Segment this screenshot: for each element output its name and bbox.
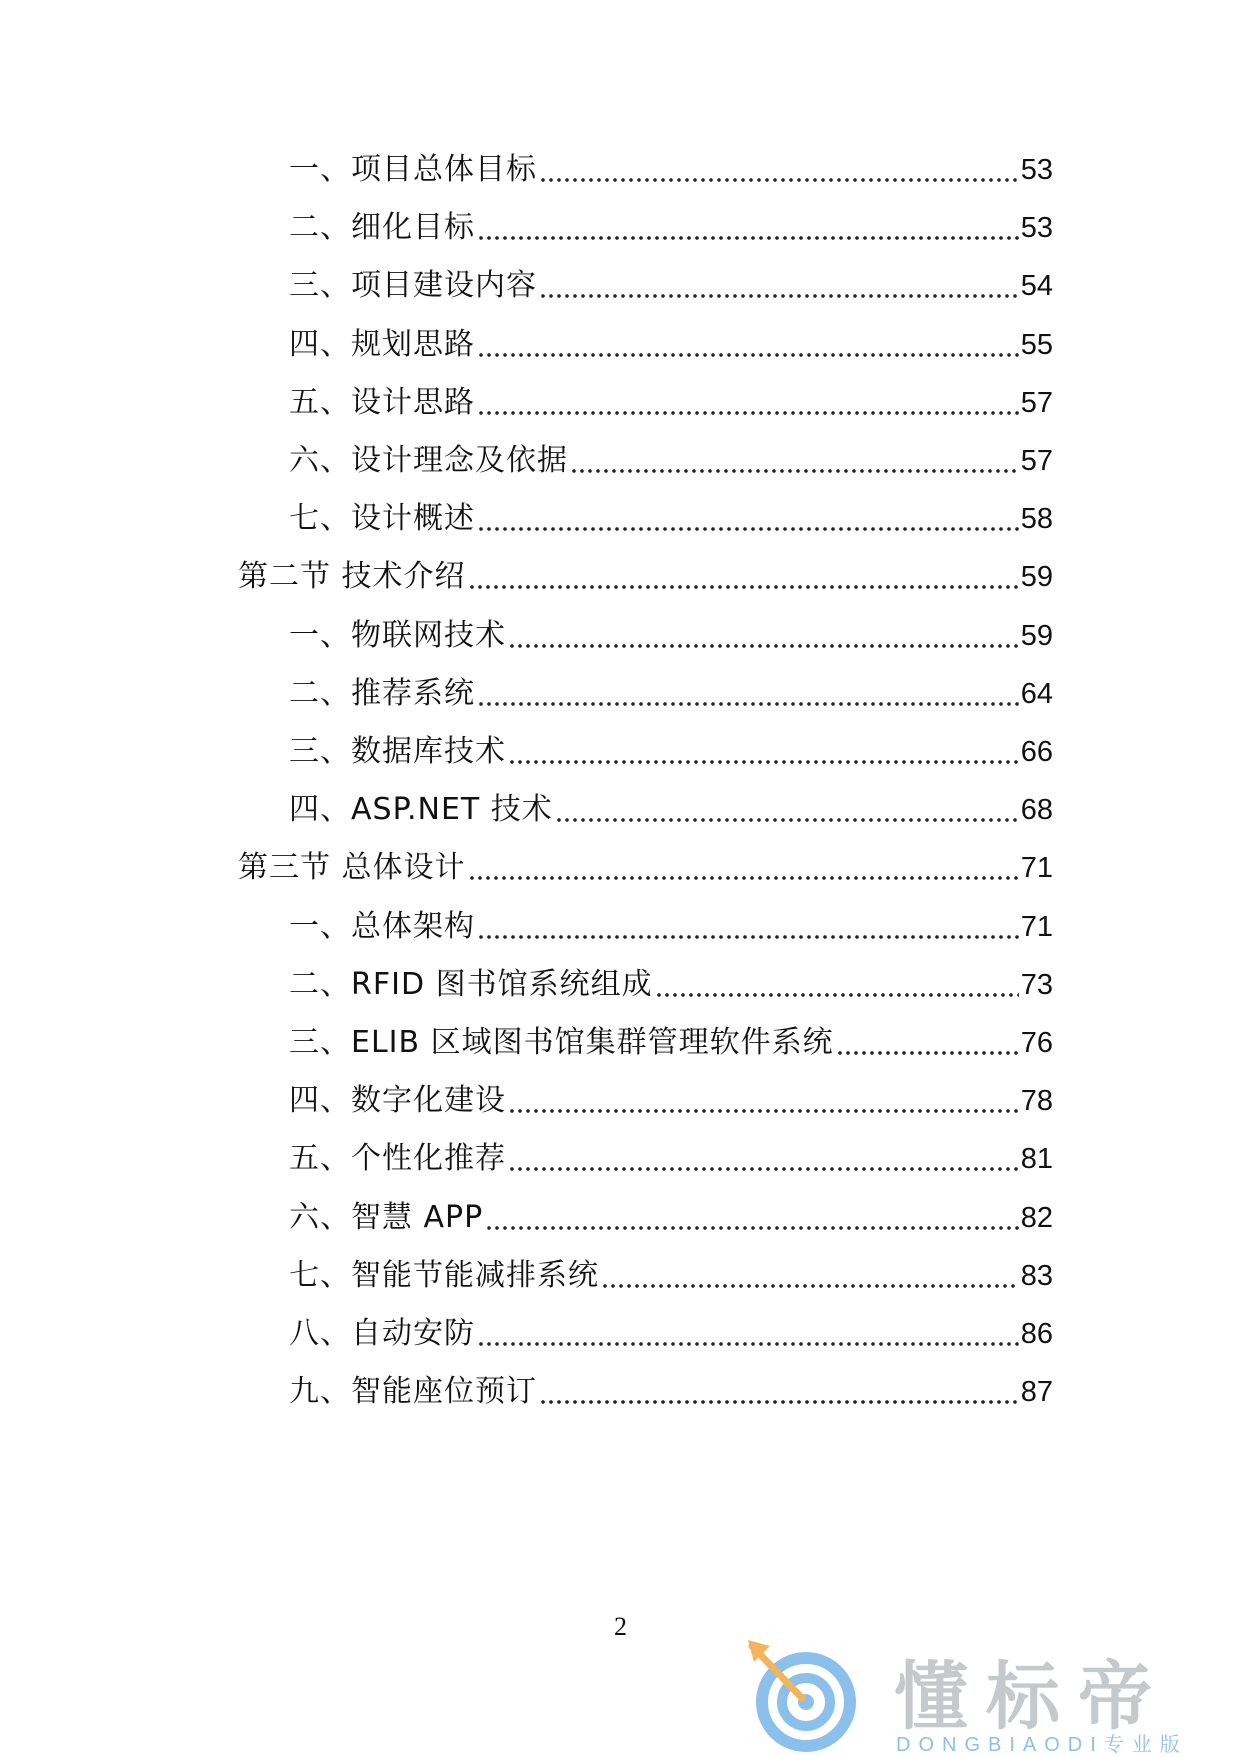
toc-entry-title: 六、智慧 APP	[289, 1199, 484, 1235]
toc-entry-page: 73	[1020, 968, 1053, 1001]
toc-entry-title: 二、RFID 图书馆系统组成	[289, 966, 653, 1002]
toc-dot-leader	[555, 818, 1019, 822]
toc-entry-title: 九、智能座位预订	[289, 1374, 537, 1410]
toc-entry-title: 三、项目建设内容	[289, 268, 537, 304]
toc-entry-page: 64	[1020, 677, 1053, 710]
toc-entry-title: 五、个性化推荐	[289, 1141, 506, 1177]
toc-entry[interactable]	[289, 1023, 1053, 1063]
toc-dot-leader	[539, 294, 1019, 298]
page-number: 2	[614, 1612, 627, 1641]
toc-dot-leader	[468, 585, 1019, 589]
toc-entry[interactable]	[289, 325, 1053, 365]
toc-dot-leader	[485, 1226, 1018, 1230]
watermark	[744, 1636, 1224, 1754]
toc-entry-title: 二、细化目标	[289, 210, 475, 246]
toc-entry-page: 78	[1020, 1085, 1053, 1118]
toc-entry-page: 55	[1020, 328, 1053, 361]
toc-dot-leader	[477, 236, 1019, 240]
toc-entry-title: 四、ASP.NET 技术	[289, 792, 553, 828]
toc-entry-page: 81	[1020, 1143, 1053, 1176]
toc-entry[interactable]	[289, 499, 1053, 539]
toc-entry[interactable]	[289, 150, 1053, 190]
toc-dot-leader	[570, 469, 1019, 473]
toc-entry[interactable]	[238, 848, 1053, 888]
toc-entry[interactable]	[289, 674, 1053, 714]
toc-dot-leader	[508, 1109, 1019, 1113]
toc-entry-title: 第三节 总体设计	[238, 850, 466, 886]
toc-entry-page: 59	[1020, 561, 1053, 594]
toc-entry-page: 71	[1020, 852, 1053, 885]
toc-entry[interactable]	[289, 1139, 1053, 1179]
toc-entry[interactable]	[289, 441, 1053, 481]
toc-entry-page: 53	[1020, 154, 1053, 186]
toc-entry[interactable]	[289, 383, 1053, 423]
toc-entry-page: 76	[1020, 1027, 1053, 1059]
toc-entry[interactable]	[289, 1081, 1053, 1121]
toc-entry-page: 68	[1020, 794, 1053, 827]
toc-entry-page: 66	[1020, 736, 1053, 768]
toc-entry-title: 一、项目总体目标	[289, 152, 537, 187]
toc-entry[interactable]	[289, 266, 1053, 306]
toc-dot-leader	[836, 1051, 1019, 1055]
toc-entry[interactable]	[289, 790, 1053, 830]
toc-entry-title: 一、物联网技术	[289, 617, 506, 653]
toc-entry-title: 二、推荐系统	[289, 675, 475, 711]
toc-entry-page: 83	[1020, 1259, 1053, 1292]
toc-dot-leader	[468, 876, 1019, 880]
toc-entry-title: 三、ELIB 区域图书馆集群管理软件系统	[289, 1025, 834, 1060]
toc-dot-leader	[655, 993, 1019, 997]
toc-entry-page: 86	[1020, 1318, 1053, 1350]
toc-dot-leader	[539, 178, 1019, 182]
toc-dot-leader	[477, 702, 1019, 706]
toc-dot-leader	[508, 644, 1019, 648]
toc-entry-page: 87	[1020, 1376, 1053, 1409]
toc-entry[interactable]	[289, 965, 1053, 1005]
toc-entry[interactable]	[289, 1314, 1053, 1354]
toc-entry[interactable]	[238, 557, 1053, 597]
toc-entry[interactable]	[289, 907, 1053, 947]
toc-entry-page: 71	[1020, 910, 1053, 943]
toc-entry-page: 57	[1020, 386, 1053, 419]
toc-entry[interactable]	[289, 1372, 1053, 1412]
watermark-subtitle: DONGBIAODI专业版	[896, 1734, 1188, 1756]
toc-dot-leader	[477, 527, 1019, 531]
toc-entry-title: 第二节 技术介绍	[238, 559, 466, 595]
toc-entry-title: 七、智能节能减排系统	[289, 1257, 599, 1293]
toc-dot-leader	[508, 760, 1019, 764]
toc-dot-leader	[477, 1342, 1019, 1346]
toc-dot-leader	[539, 1400, 1019, 1404]
toc-entry-page: 82	[1020, 1201, 1053, 1234]
toc-entry[interactable]	[289, 1198, 1053, 1238]
toc-entry[interactable]	[289, 208, 1053, 248]
toc-entry-page: 59	[1020, 619, 1053, 652]
toc-dot-leader	[508, 1167, 1019, 1171]
toc-dot-leader	[477, 411, 1019, 415]
toc-entry-title: 七、设计概述	[289, 501, 475, 537]
toc-entry-page: 58	[1020, 503, 1053, 536]
toc-entry-page: 57	[1020, 445, 1053, 477]
toc-dot-leader	[601, 1284, 1019, 1288]
toc-entry-title: 四、数字化建设	[289, 1083, 506, 1119]
toc-entry[interactable]	[289, 616, 1053, 656]
target-arrow-icon	[744, 1636, 864, 1754]
toc-entry-page: 54	[1020, 270, 1053, 303]
toc-entry[interactable]	[289, 732, 1053, 772]
toc-entry-page: 53	[1020, 212, 1053, 245]
toc-dot-leader	[477, 935, 1019, 939]
watermark-title: 懂标帝	[894, 1654, 1170, 1740]
toc-entry[interactable]	[289, 1256, 1053, 1296]
toc-entry-title: 四、规划思路	[289, 326, 475, 362]
toc-entry-title: 一、总体架构	[289, 908, 475, 944]
toc-entry-title: 八、自动安防	[289, 1316, 475, 1351]
toc-entry-title: 三、数据库技术	[289, 734, 506, 769]
toc-entry-title: 六、设计理念及依据	[289, 443, 568, 478]
toc-entry-title: 五、设计思路	[289, 384, 475, 420]
toc-dot-leader	[477, 353, 1019, 357]
